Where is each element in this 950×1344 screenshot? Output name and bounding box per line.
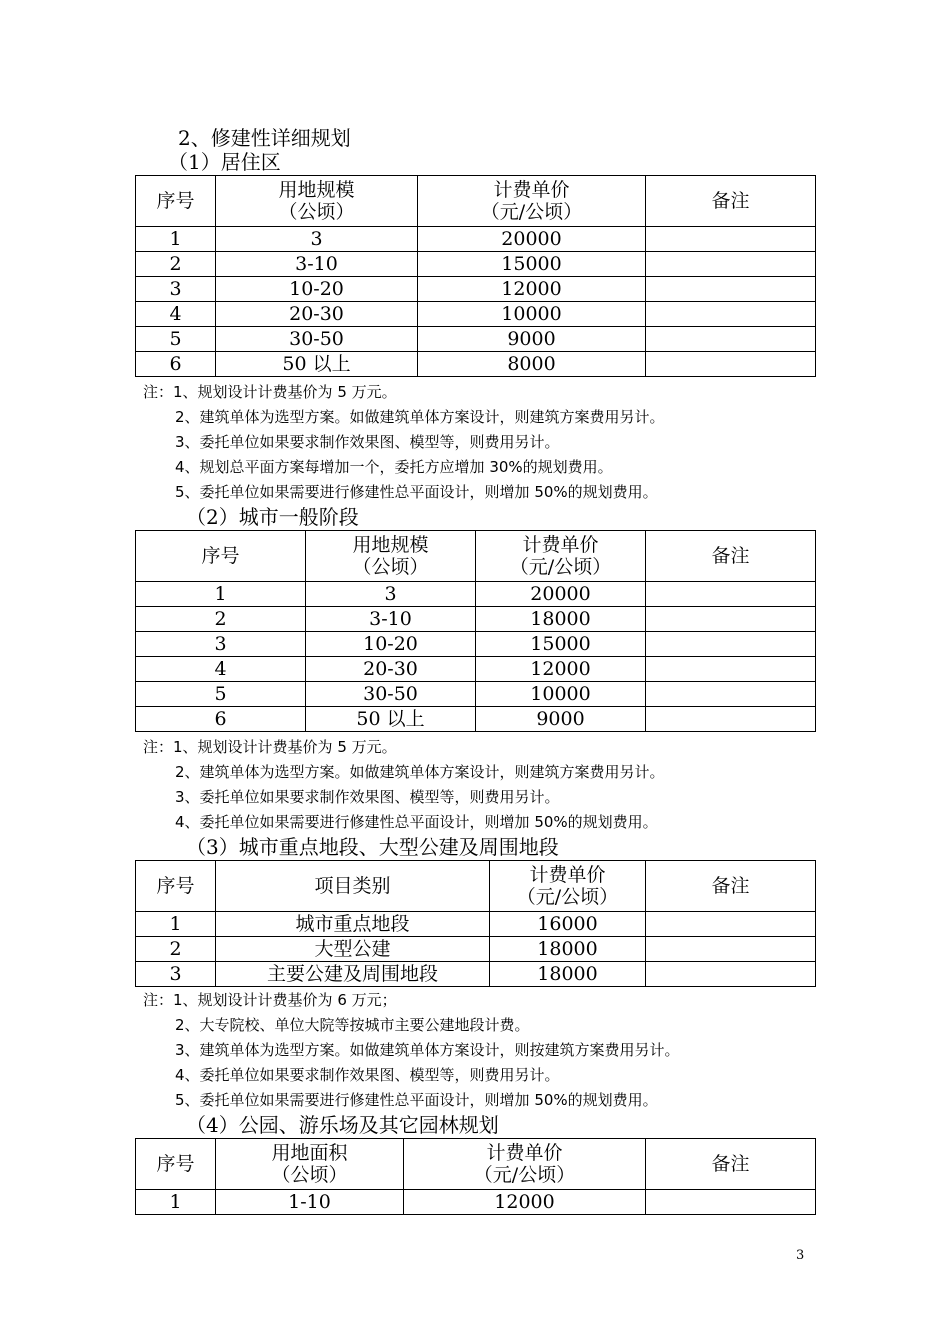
cell: 12000 <box>418 277 646 302</box>
cell: 6 <box>136 707 306 732</box>
cell: 3 <box>216 227 418 252</box>
cell: 10000 <box>418 302 646 327</box>
table4-subtitle: （4）公园、游乐场及其它园林规划 <box>186 1113 499 1137</box>
header-text: 项目类别 <box>314 875 391 897</box>
cell: 12000 <box>476 657 646 682</box>
table-row <box>136 962 816 987</box>
table-row <box>136 657 816 682</box>
cell: 5 <box>136 327 216 352</box>
note-line: 5、委托单位如果需要进行修建性总平面设计，则增加 50%的规划费用。 <box>175 1091 658 1109</box>
table-row <box>136 632 816 657</box>
header-text: 序号 <box>156 1153 195 1175</box>
header-cell <box>216 176 418 227</box>
header-cell <box>476 531 646 582</box>
cell: 1 <box>136 582 306 607</box>
header-cell <box>646 531 816 582</box>
table-parks <box>135 1138 816 1215</box>
cell <box>646 352 816 377</box>
cell: 5 <box>136 682 306 707</box>
table-header-row <box>136 176 816 227</box>
cell: 20-30 <box>306 657 476 682</box>
cell <box>646 327 816 352</box>
section-title: 2、修建性详细规划 <box>178 126 351 150</box>
header-text: 计费单价 <box>529 864 606 886</box>
header-text: 用地面积 <box>271 1142 348 1164</box>
cell <box>646 227 816 252</box>
cell: 大型公建 <box>216 937 490 962</box>
cell: 6 <box>136 352 216 377</box>
header-text: （公顷） <box>278 201 355 223</box>
cell <box>646 607 816 632</box>
cell: 10-20 <box>306 632 476 657</box>
header-text: 备注 <box>711 190 750 212</box>
cell: 20000 <box>418 227 646 252</box>
header-cell <box>418 176 646 227</box>
note-line: 3、委托单位如果要求制作效果图、模型等，则费用另计。 <box>175 433 560 451</box>
header-cell <box>136 176 216 227</box>
cell: 2 <box>136 937 216 962</box>
note-line: 4、规划总平面方案每增加一个，委托方应增加 30%的规划费用。 <box>175 458 613 476</box>
note-line: 4、委托单位如果需要进行修建性总平面设计，则增加 50%的规划费用。 <box>175 813 658 831</box>
cell <box>646 582 816 607</box>
cell <box>646 302 816 327</box>
cell: 50 以上 <box>306 707 476 732</box>
cell <box>646 632 816 657</box>
cell: 30-50 <box>306 682 476 707</box>
cell: 12000 <box>404 1190 646 1215</box>
header-text: 序号 <box>201 545 240 567</box>
table-header-row <box>136 531 816 582</box>
header-text: 计费单价 <box>522 534 599 556</box>
table-city-general <box>135 530 816 732</box>
table-row <box>136 707 816 732</box>
table-row <box>136 302 816 327</box>
header-cell <box>136 531 306 582</box>
header-cell <box>646 861 816 912</box>
cell <box>646 682 816 707</box>
header-text: （元/公顷） <box>473 1164 576 1186</box>
table-row <box>136 1190 816 1215</box>
header-text: 用地规模 <box>278 179 355 201</box>
cell: 1 <box>136 912 216 937</box>
header-text: （元/公顷） <box>509 556 612 578</box>
table-row <box>136 252 816 277</box>
note-line: 4、委托单位如果要求制作效果图、模型等，则费用另计。 <box>175 1066 560 1084</box>
header-cell <box>136 861 216 912</box>
header-text: 备注 <box>711 875 750 897</box>
table-row <box>136 912 816 937</box>
cell: 1 <box>136 227 216 252</box>
cell <box>646 707 816 732</box>
cell: 3 <box>136 632 306 657</box>
header-cell <box>404 1139 646 1190</box>
cell: 16000 <box>490 912 646 937</box>
cell: 20-30 <box>216 302 418 327</box>
header-text: （公顷） <box>271 1164 348 1186</box>
cell <box>646 277 816 302</box>
note-line: 2、建筑单体为选型方案。如做建筑单体方案设计，则建筑方案费用另计。 <box>175 408 665 426</box>
cell <box>646 937 816 962</box>
cell: 15000 <box>476 632 646 657</box>
header-text: （元/公顷） <box>516 886 619 908</box>
header-cell <box>646 176 816 227</box>
cell: 50 以上 <box>216 352 418 377</box>
cell: 20000 <box>476 582 646 607</box>
cell: 3-10 <box>306 607 476 632</box>
cell: 2 <box>136 252 216 277</box>
note-line: 注：1、规划设计计费基价为 5 万元。 <box>143 383 397 401</box>
cell: 8000 <box>418 352 646 377</box>
table-header-row <box>136 1139 816 1190</box>
header-text: （公顷） <box>352 556 429 578</box>
table-row <box>136 352 816 377</box>
cell <box>646 657 816 682</box>
header-cell <box>306 531 476 582</box>
cell <box>646 1190 816 1215</box>
note-line: 2、大专院校、单位大院等按城市主要公建地段计费。 <box>175 1016 530 1034</box>
header-text: 用地规模 <box>352 534 429 556</box>
header-text: 计费单价 <box>486 1142 563 1164</box>
cell: 4 <box>136 302 216 327</box>
note-line: 2、建筑单体为选型方案。如做建筑单体方案设计，则建筑方案费用另计。 <box>175 763 665 781</box>
cell: 18000 <box>490 937 646 962</box>
table-row <box>136 582 816 607</box>
table-row <box>136 682 816 707</box>
header-text: 计费单价 <box>493 179 570 201</box>
header-text: 序号 <box>156 875 195 897</box>
cell: 3 <box>306 582 476 607</box>
table1-subtitle: （1）居住区 <box>168 150 281 174</box>
note-line: 5、委托单位如果需要进行修建性总平面设计，则增加 50%的规划费用。 <box>175 483 658 501</box>
table-row <box>136 327 816 352</box>
table-residential <box>135 175 816 377</box>
header-text: 备注 <box>711 1153 750 1175</box>
cell: 30-50 <box>216 327 418 352</box>
header-text: 备注 <box>711 545 750 567</box>
header-cell <box>216 861 490 912</box>
table-row <box>136 227 816 252</box>
cell: 15000 <box>418 252 646 277</box>
cell: 1 <box>136 1190 216 1215</box>
header-cell <box>646 1139 816 1190</box>
cell: 城市重点地段 <box>216 912 490 937</box>
table-key-areas <box>135 860 816 987</box>
cell: 主要公建及周围地段 <box>216 962 490 987</box>
table-row <box>136 277 816 302</box>
header-cell <box>136 1139 216 1190</box>
cell <box>646 962 816 987</box>
page-number: 3 <box>796 1248 805 1263</box>
cell: 1-10 <box>216 1190 404 1215</box>
note-line: 注：1、规划设计计费基价为 5 万元。 <box>143 738 397 756</box>
header-cell <box>490 861 646 912</box>
table2-subtitle: （2）城市一般阶段 <box>186 505 359 529</box>
cell: 4 <box>136 657 306 682</box>
cell: 9000 <box>476 707 646 732</box>
note-line: 注：1、规划设计计费基价为 6 万元； <box>143 991 397 1009</box>
note-line: 3、委托单位如果要求制作效果图、模型等，则费用另计。 <box>175 788 560 806</box>
table3-subtitle: （3）城市重点地段、大型公建及周围地段 <box>186 835 559 859</box>
header-text: （元/公顷） <box>480 201 583 223</box>
table-row <box>136 937 816 962</box>
cell: 3-10 <box>216 252 418 277</box>
cell <box>646 912 816 937</box>
cell: 3 <box>136 277 216 302</box>
header-cell <box>216 1139 404 1190</box>
cell: 18000 <box>490 962 646 987</box>
cell: 3 <box>136 962 216 987</box>
note-line: 3、建筑单体为选型方案。如做建筑单体方案设计，则按建筑方案费用另计。 <box>175 1041 680 1059</box>
table-header-row <box>136 861 816 912</box>
cell: 9000 <box>418 327 646 352</box>
cell: 10000 <box>476 682 646 707</box>
header-text: 序号 <box>156 190 195 212</box>
cell: 18000 <box>476 607 646 632</box>
cell: 2 <box>136 607 306 632</box>
cell <box>646 252 816 277</box>
table-row <box>136 607 816 632</box>
cell: 10-20 <box>216 277 418 302</box>
